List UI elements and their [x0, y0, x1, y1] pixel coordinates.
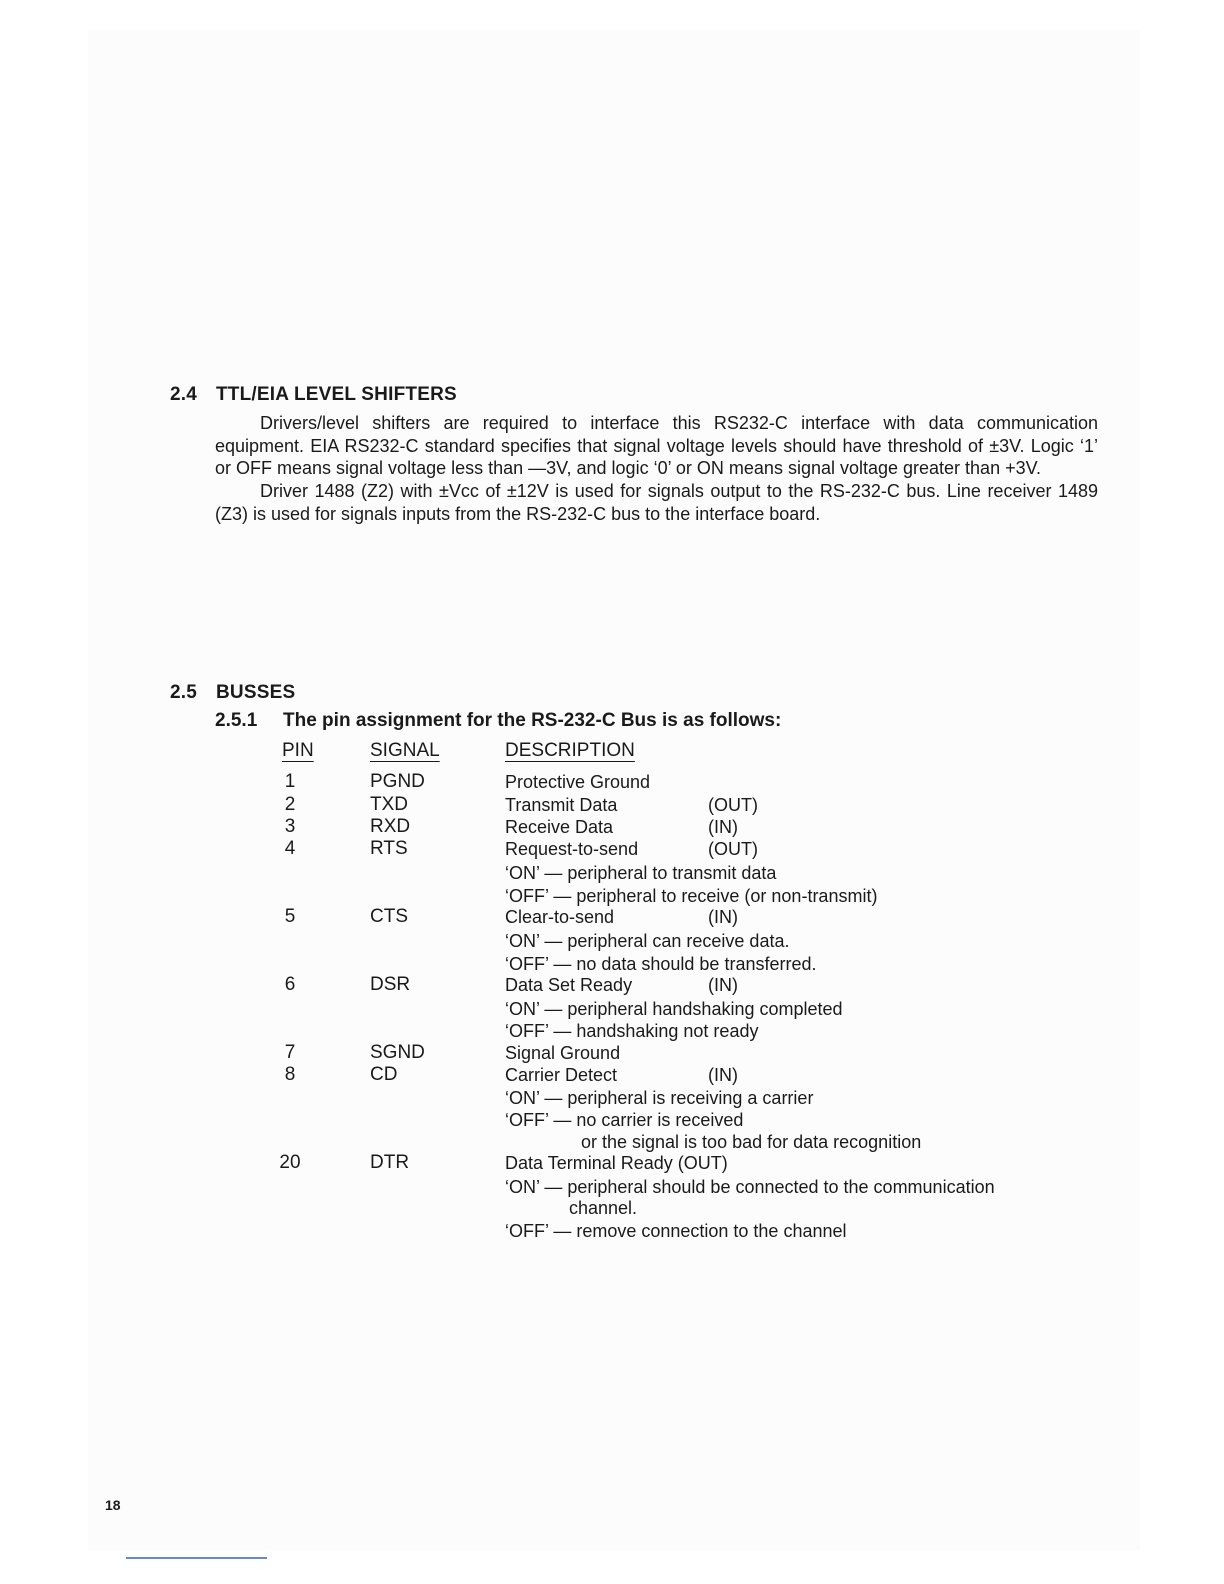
signal-name: CTS	[370, 906, 408, 927]
signal-description: Signal Ground	[505, 1043, 621, 1063]
pin-number: 6	[284, 974, 296, 995]
pin-number: 20	[279, 1152, 301, 1173]
section-number: 2.4	[170, 384, 198, 405]
on-state-text: ‘ON’ — peripheral handshaking completed	[505, 999, 843, 1019]
pin-number: 4	[284, 838, 296, 859]
subsection-number: 2.5.1	[215, 710, 258, 731]
off-state-text: ‘OFF’ — remove connection to the channel	[505, 1221, 847, 1241]
signal-name: RTS	[370, 838, 408, 859]
section-body-2-4	[215, 412, 1098, 526]
signal-name: TXD	[370, 794, 408, 815]
signal-name: DTR	[370, 1152, 410, 1173]
off-state-continued-text: or the signal is too bad for data recognition	[581, 1132, 922, 1152]
column-header-pin: PIN	[282, 740, 314, 761]
section-number: 2.5	[170, 682, 198, 703]
signal-description: Carrier Detect	[505, 1065, 618, 1085]
column-header-signal: SIGNAL	[370, 740, 440, 761]
signal-direction: (IN)	[708, 817, 738, 837]
off-state-text: ‘OFF’ — no carrier is received	[505, 1110, 744, 1130]
on-state-text: ‘ON’ — peripheral can receive data.	[505, 931, 790, 951]
signal-description: Protective Ground	[505, 772, 651, 792]
on-state-text: ‘ON’ — peripheral should be connected to the communication	[505, 1177, 995, 1197]
signal-description: Transmit Data	[505, 795, 618, 815]
pin-number: 1	[284, 771, 296, 792]
signal-direction: (IN)	[708, 1065, 738, 1085]
subsection-heading-2-5-1	[215, 710, 781, 732]
signal-name: CD	[370, 1064, 398, 1085]
paragraph: Driver 1488 (Z2) with ±Vcc of ±12V is used for signals output to the RS-232-C bus. Line receiver 1489 (Z3) is used for signals inputs from the RS-232-C bus to the interface board.	[215, 481, 1098, 524]
paragraph: Drivers/level shifters are required to interface this RS232-C interface with data communication equipment. EIA RS232-C standard specifies that signal voltage levels should have threshold of ±3V. Logic ‘1’ or OFF means signal voltage less than —3V, and logic ‘0’ or ON means signal voltage greater than +3V.	[215, 413, 1098, 479]
signal-direction: (IN)	[708, 975, 738, 995]
signal-direction: (OUT)	[708, 839, 758, 859]
section-heading-2-4	[170, 384, 457, 406]
pin-number: 8	[284, 1064, 296, 1085]
signal-description: Clear-to-send	[505, 907, 615, 927]
signal-description: Data Terminal Ready (OUT)	[505, 1153, 728, 1173]
pin-number: 3	[284, 816, 296, 837]
signal-name: DSR	[370, 974, 411, 995]
page-number: 18	[105, 1497, 121, 1513]
pin-number: 2	[284, 794, 296, 815]
pin-number: 5	[284, 906, 296, 927]
signal-direction: (OUT)	[708, 795, 758, 815]
section-title: TTL/EIA LEVEL SHIFTERS	[216, 384, 457, 405]
signal-description: Data Set Ready	[505, 975, 633, 995]
on-state-continued-text: channel.	[569, 1198, 638, 1218]
signal-name: RXD	[370, 816, 411, 837]
pin-number: 7	[284, 1042, 296, 1063]
footer-rule	[126, 1557, 267, 1559]
section-title: BUSSES	[216, 682, 296, 703]
section-heading-2-5	[170, 682, 295, 704]
subsection-title: The pin assignment for the RS-232-C Bus is as follows:	[283, 710, 782, 731]
off-state-text: ‘OFF’ — peripheral to receive (or non-transmit)	[505, 886, 878, 906]
signal-name: SGND	[370, 1042, 425, 1063]
off-state-text: ‘OFF’ — no data should be transferred.	[505, 954, 817, 974]
signal-direction: (IN)	[708, 907, 738, 927]
on-state-text: ‘ON’ — peripheral is receiving a carrier	[505, 1088, 814, 1108]
column-header-description: DESCRIPTION	[505, 740, 635, 761]
signal-description: Request-to-send	[505, 839, 639, 859]
on-state-text: ‘ON’ — peripheral to transmit data	[505, 863, 777, 883]
off-state-text: ‘OFF’ — handshaking not ready	[505, 1021, 759, 1041]
signal-description: Receive Data	[505, 817, 614, 837]
signal-name: PGND	[370, 771, 425, 792]
